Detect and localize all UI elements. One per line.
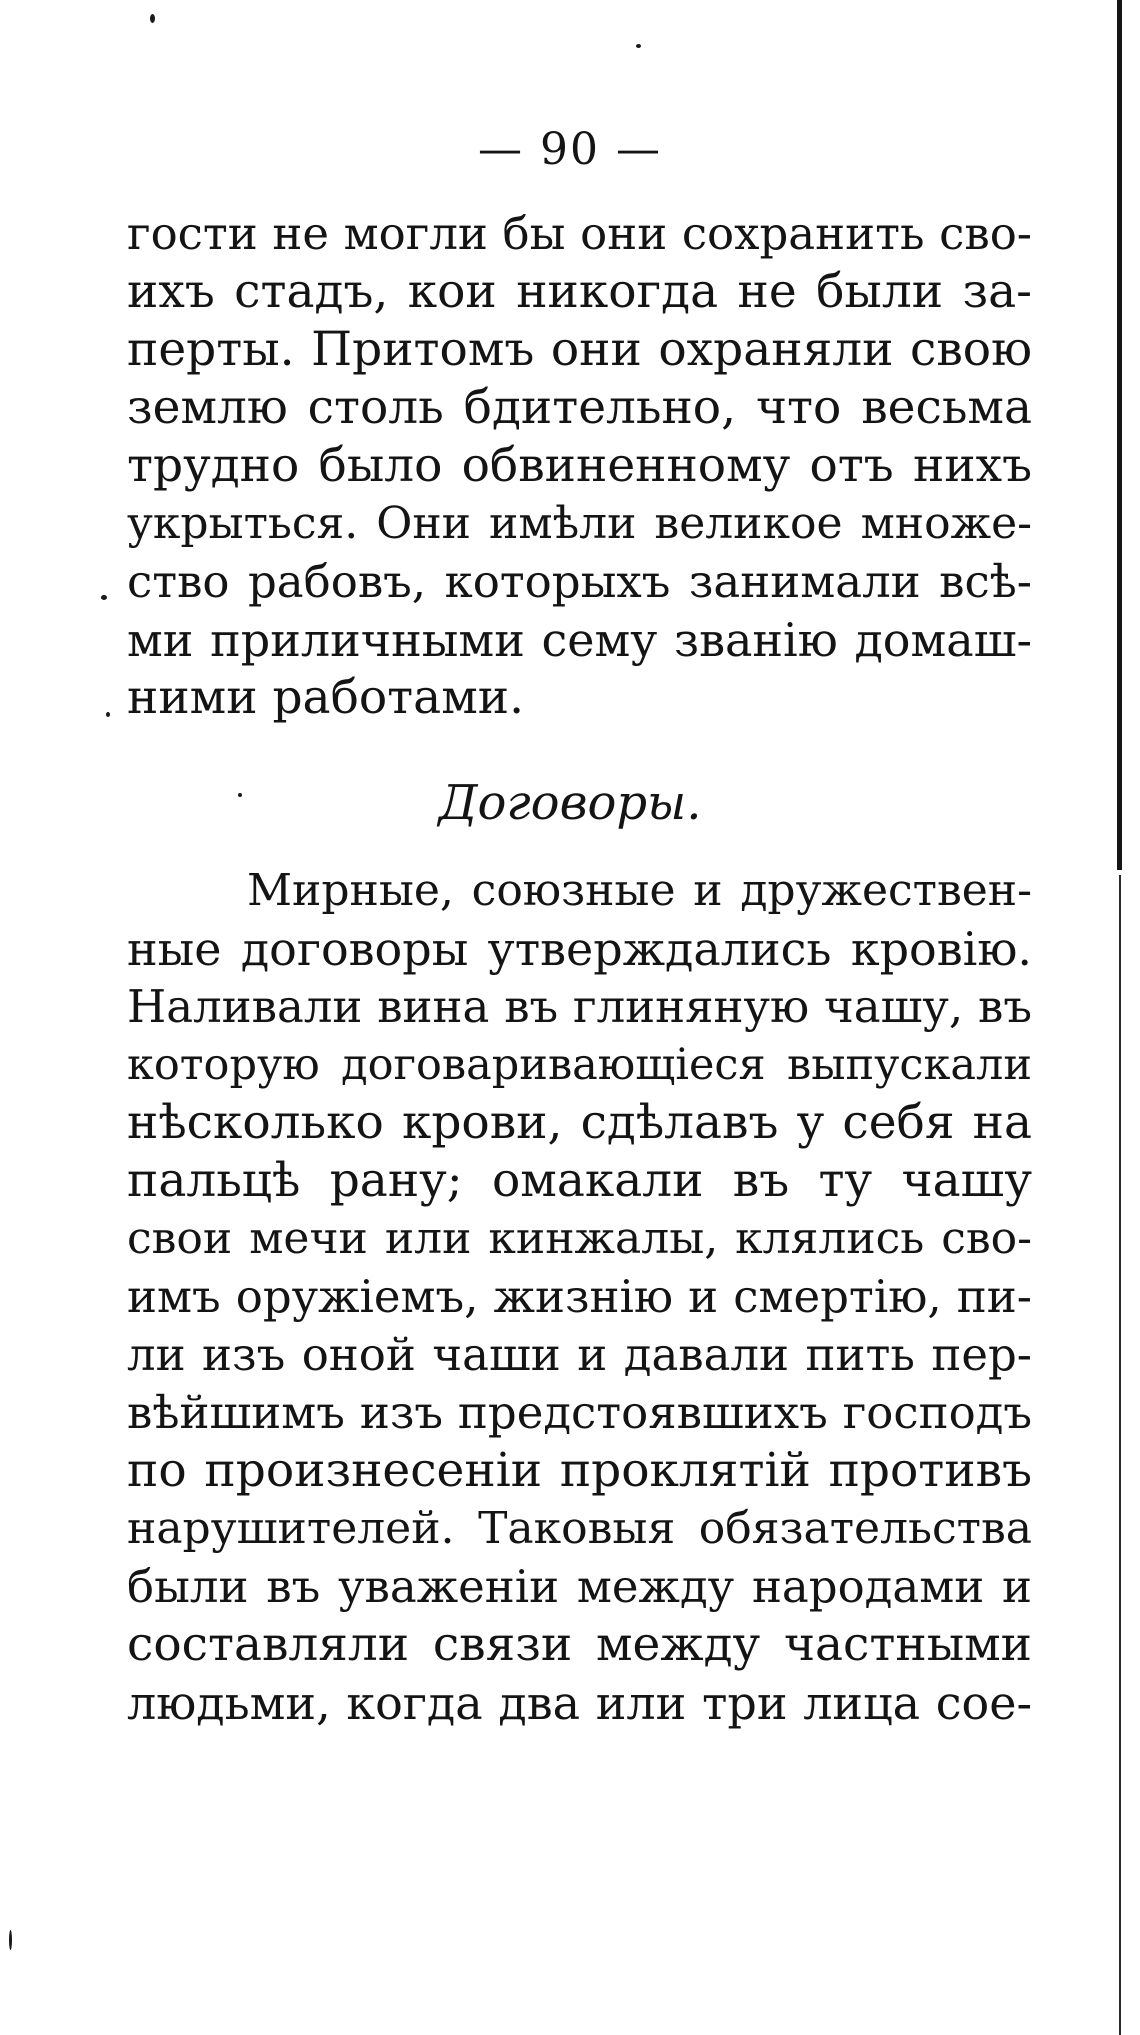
text-line: ними работами.: [127, 670, 525, 725]
text-line: вѣйшимъ изъ предстоявшихъ господъ: [127, 1386, 1032, 1439]
text-line: людьми, когда два или три лица сое-: [127, 1676, 1032, 1730]
text-line: имъ оружiемъ, жизнiю и смертiю, пи-: [127, 1270, 1032, 1323]
text-line: трудно было обвиненному отъ нихъ: [127, 438, 1032, 493]
text-line: свои мечи или кинжалы, клялись сво-: [127, 1213, 1032, 1264]
section-heading: Договоры.: [438, 775, 702, 831]
page-edge-rule-lower: [1119, 875, 1121, 2035]
text-line: которую договаривающiеся выпускали: [127, 1040, 1032, 1090]
text-line: были въ уваженiи между народами и: [127, 1560, 1032, 1613]
text-line: нѣсколько крови, сдѣлавъ у себя на: [127, 1095, 1032, 1150]
text-line: ли изъ оной чаши и давали пить пер-: [127, 1328, 1032, 1381]
text-line: Мирные, союзные и дружествен-: [247, 865, 1032, 916]
text-line: ихъ стадъ, кои никогда не были за-: [127, 264, 1032, 319]
text-line: ство рабовъ, которыхъ занимали всѣ-: [127, 555, 1032, 608]
scan-speck: [9, 1930, 12, 1950]
scan-speck: [150, 14, 155, 23]
paragraph-1: [127, 205, 1032, 727]
text-line: ми приличными сему званiю домаш-: [127, 613, 1032, 667]
page-number: — 90 —: [478, 124, 662, 175]
text-line: перты. Притомъ они охраняли свою: [127, 322, 1032, 377]
text-line: землю столь бдительно, что весьма: [127, 380, 1032, 435]
paragraph-2: [127, 862, 1032, 1732]
text-line: Наливали вина въ глиняную чашу, въ: [127, 980, 1032, 1033]
scan-speck: [636, 44, 641, 48]
text-line: составляли связи между частными: [127, 1617, 1032, 1672]
text-line: нарушителей. Таковыя обязательства: [127, 1503, 1032, 1554]
text-line: пальцѣ рану; омакали въ ту чашу: [127, 1153, 1032, 1208]
text-line: укрыться. Они имѣли великое множе-: [127, 498, 1032, 549]
text-line: гости не могли бы они сохранить сво-: [127, 207, 1032, 260]
text-line: по произнесенiи проклятiй противъ: [127, 1443, 1032, 1498]
scan-speck: [101, 595, 107, 600]
text-line: ные договоры утверждались кровiю.: [127, 922, 1032, 976]
scan-speck: [106, 712, 110, 717]
